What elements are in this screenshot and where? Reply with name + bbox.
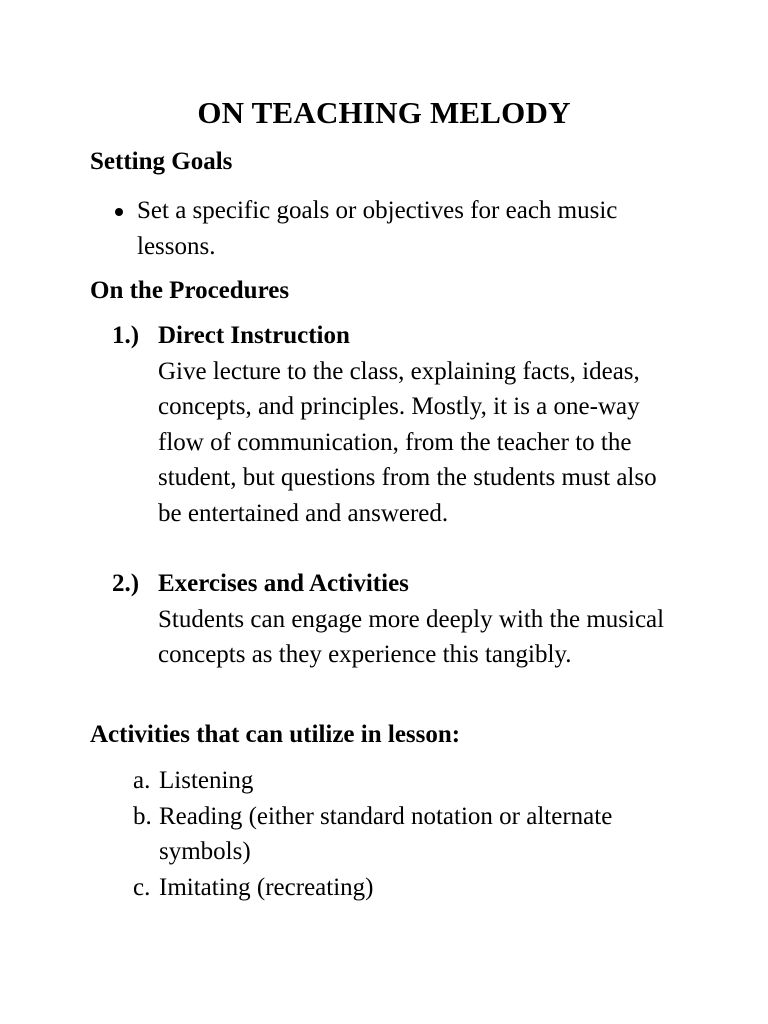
list-item: [110, 193, 690, 264]
item-title: Exercises and Activities: [158, 570, 409, 597]
item-letter: b.: [133, 802, 152, 830]
item-number: 2.): [112, 570, 140, 597]
list-item: [133, 763, 693, 799]
item-number: 1.): [112, 322, 140, 349]
page-title: ON TEACHING MELODY: [197, 95, 571, 130]
setting-goals-heading: Setting Goals: [90, 148, 233, 175]
item-description: Give lecture to the class, explaining facts, ideas, concepts, and principles. Mostly, it is a one-way flow of communication, from the teacher to the student, but questions from the students must also be entertained and answered.: [158, 357, 657, 527]
procedure-item-1: [112, 318, 672, 531]
item-letter: a.: [133, 767, 151, 794]
bullet-icon: [115, 208, 123, 216]
list-item: [133, 799, 693, 870]
item-text: Listening: [159, 767, 254, 794]
setting-goals-list: [110, 193, 690, 264]
procedure-item-2: [112, 566, 672, 673]
item-text: Imitating (recreating): [159, 873, 374, 901]
item-letter: c.: [133, 873, 151, 901]
activities-list: [133, 763, 693, 905]
item-title: Direct Instruction: [158, 322, 350, 349]
item-text: Reading (either standard notation or alternate symbols): [159, 802, 613, 865]
item-description: Students can engage more deeply with the musical concepts as they experience this tangibly.: [158, 605, 665, 668]
activities-heading: Activities that can utilize in lesson:: [90, 721, 461, 748]
procedures-heading: On the Procedures: [90, 277, 290, 304]
list-item: [133, 870, 693, 906]
bullet-text: Set a specific goals or objectives for each music lessons.: [137, 197, 618, 260]
